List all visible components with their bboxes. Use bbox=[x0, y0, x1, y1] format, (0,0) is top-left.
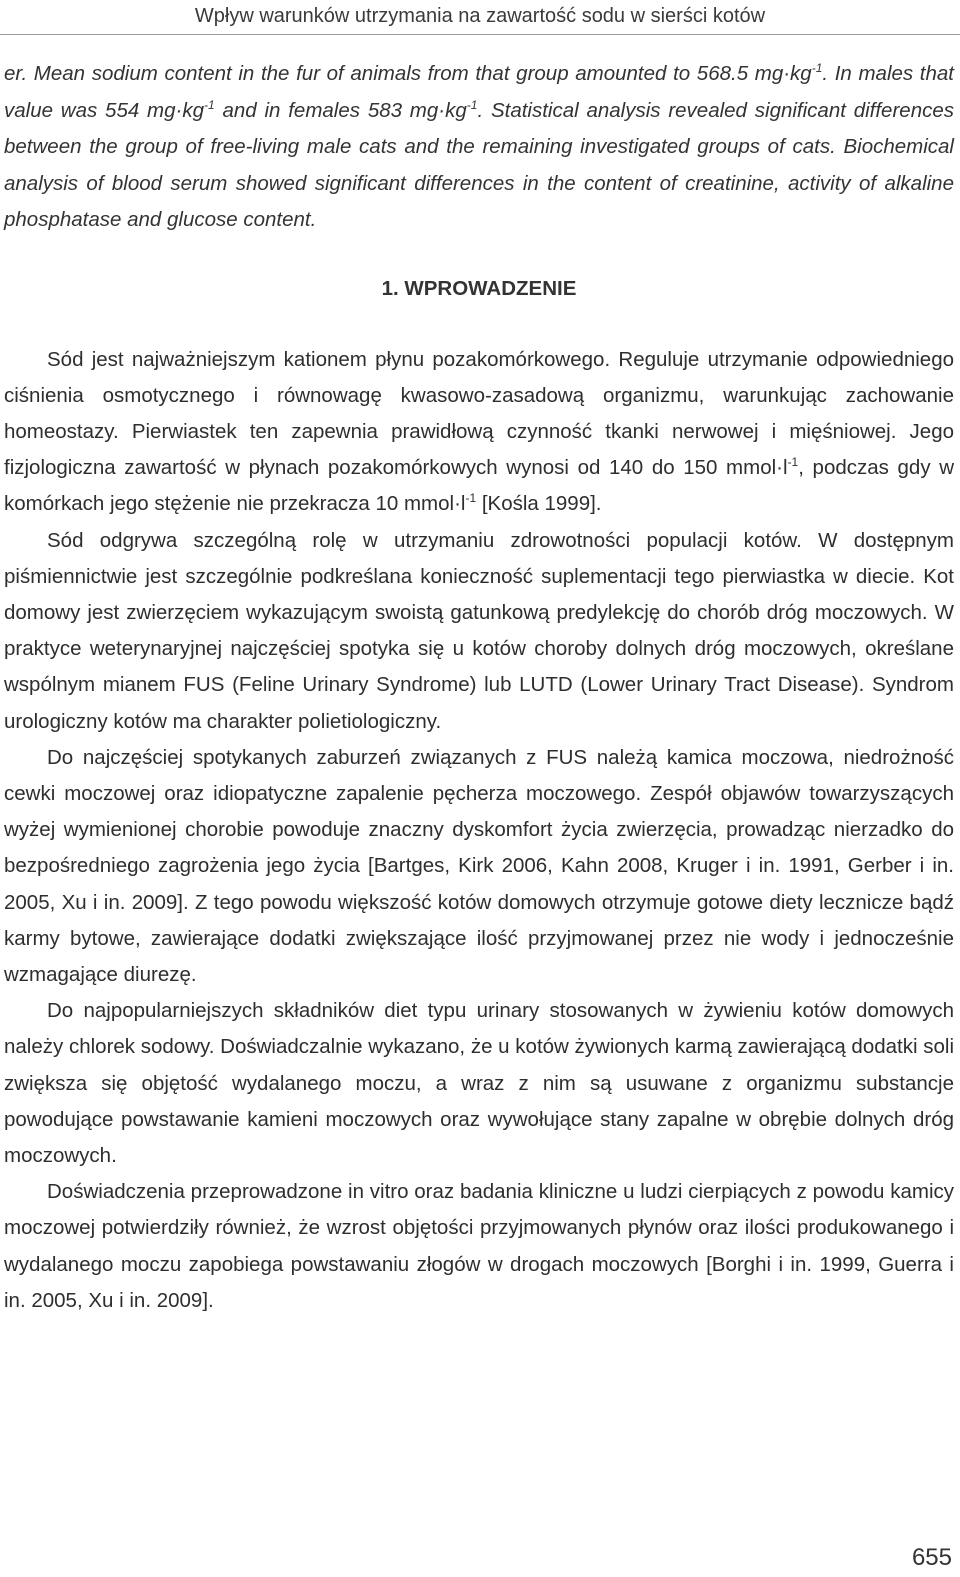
unit-exponent: -1 bbox=[465, 491, 477, 506]
paragraph-3: Do najczęściej spotykanych zaburzeń związanych z FUS należą kamica moczowa, niedrożność cewki moczowej oraz idiopatyczne zapalenie pęcherza moczowego. Zespół objawów towarzyszących wyżej wymienionej chorobie powoduje znaczny dyskomfort życia zwierzęcia, prowadząc nierzadko do bezpośredniego zagrożenia jego życia [Bartges, Kirk 2006, Kahn 2008, Kruger i in. 1991, Gerber i in. 2005, Xu i in. 2009]. Z tego powodu większość kotów domowych otrzymuje gotowe diety lecznicze bądź karmy bytowe, zawierające dodatki zwiększające ilość przyjmowanej przez nie wody i jednocześnie wzmagające diurezę. bbox=[4, 745, 954, 986]
paragraph-1-text-c: [Kośla 1999]. bbox=[476, 492, 602, 516]
paragraph-1-text-a: Sód jest najważniejszym kationem płynu pozakomórkowego. Reguluje utrzymanie odpowiedniego ciśnienia osmotycznego i równowagę kwasowo-zasadową organizmu, warunkując zachowanie homeostazy. Pierwiastek ten zapewnia prawidłową czynność tkanki nerwowej i mięśniowej. Jego fizjologiczna zawartość w płynach pozakomórkowych wynosi od 140 do 150 mmol·l bbox=[4, 347, 954, 480]
paragraph-4: Do najpopularniejszych składników diet typu urinary stosowanych w żywieniu kotów domowych należy chlorek sodowy. Doświadczalnie wykazano, że u kotów żywionych karmą zawierającą dodatki soli zwiększa się objętość wydalanego moczu, a wraz z nim są usuwane z organizmu substancje powodujące powstawanie kamieni moczowych oraz wywołujące stany zapalne w obrębie dolnych dróg moczowych. bbox=[4, 999, 954, 1167]
unit-exponent: -1 bbox=[204, 97, 215, 112]
running-title: Wpływ warunków utrzymania na zawartość sodu w sierści kotów bbox=[194, 5, 766, 27]
paragraph-2: Sód odgrywa szczególną rolę w utrzymaniu zdrowotności populacji kotów. W dostępnym piśmiennictwie jest szczególnie podkreślana konieczność suplementacji tego pierwiastka w diecie. Kot domowy jest zwierzęciem wykazującym swoistą gatunkową predylekcję do chorób dróg moczowych. W praktyce weterynaryjnej najczęściej spotyka się u kotów choroby dolnych dróg moczowych, określane wspólnym mianem FUS (Feline Urinary Syndrome) lub LUTD (Lower Urinary Tract Disease). Syndrom urologiczny kotów ma charakter polietiologiczny. bbox=[4, 528, 954, 733]
abstract-text-3: and in females 583 mg·kg bbox=[214, 98, 467, 122]
header-divider bbox=[0, 34, 960, 35]
abstract-text-1: er. Mean sodium content in the fur of animals from that group amounted to 568.5 mg·kg bbox=[4, 62, 812, 85]
paragraph-1 bbox=[4, 342, 954, 523]
unit-exponent: -1 bbox=[466, 97, 478, 112]
unit-exponent: -1 bbox=[811, 61, 823, 76]
paragraph-1-text-b: , podczas gdy w komórkach jego stężenie nie przekracza 10 mmol·l bbox=[4, 456, 955, 516]
abstract-text-4: . Statistical analysis revealed significant differences between the group of free-living male cats and the remaining investigated groups of cats. Biochemical analysis of blood serum showed significant differences in the content of creatinine, activity of alkaline phosphatase and glucose content. bbox=[4, 98, 954, 231]
page-body bbox=[4, 56, 954, 1319]
unit-exponent: -1 bbox=[787, 455, 799, 470]
running-header bbox=[0, 0, 960, 34]
abstract-continuation bbox=[4, 56, 954, 239]
page-number: 655 bbox=[911, 1544, 952, 1571]
paragraph-5: Doświadczenia przeprowadzone in vitro oraz badania kliniczne u ludzi cierpiących z powodu kamicy moczowej potwierdziły również, że wzrost objętości przyjmowanych płynów oraz ilości produkowanego i wydalanego moczu zapobiega powstawaniu złogów w drogach moczowych [Borghi i in. 1999, Guerra i in. 2005, Xu i in. 2009]. bbox=[4, 1180, 954, 1312]
abstract-text-2: . In males that value was 554 mg·kg bbox=[4, 62, 954, 122]
section-heading: 1. WPROWADZENIE bbox=[381, 276, 577, 300]
